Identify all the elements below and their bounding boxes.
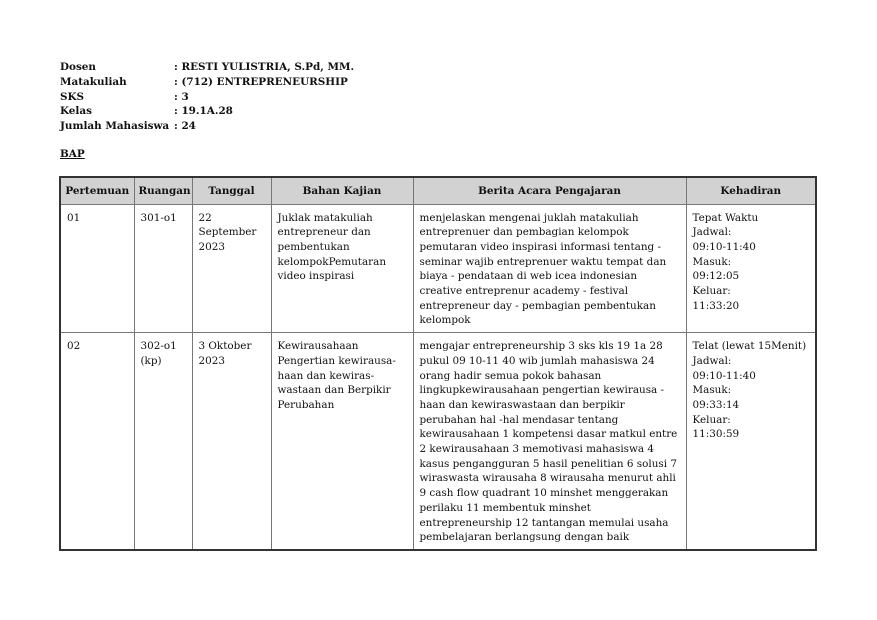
keluar-label: Keluar: — [692, 413, 731, 426]
dosen-label: Dosen — [60, 61, 96, 73]
course-info — [60, 60, 354, 134]
masuk-value: 09:33:14 — [692, 398, 740, 411]
bahan-kajian-cell: Kewirausahaan Pengertian kewirausa-haan dan kewiras-wastaan dan Berpikir Perubahan — [271, 333, 413, 550]
table-row — [60, 333, 816, 550]
kelas-label: Kelas — [60, 105, 92, 118]
kehadiran-status: Tepat Waktu — [692, 211, 759, 224]
jadwal-label: Jadwal: — [692, 226, 732, 239]
berita-acara-cell: menjelaskan mengenai juklah matakuliah entreprenuer dan pembagian kelompok pemutaran video inspirasi informasi tentang - seminar wajib entreprenuer waktu tempat dan biaya - pendataan di web icea indonesian creative entreprenur academy - festival entrepreneur day - pembagian pembentukan kelompok — [413, 204, 686, 333]
info-row-jumlah-mahasiswa — [60, 119, 354, 134]
jadwal-value: 09:10-11:40 — [692, 369, 756, 382]
tanggal-cell: 3 Oktober 2023 — [192, 333, 271, 550]
header-bahan-kajian: Bahan Kajian — [271, 177, 413, 204]
info-row-matakuliah — [60, 75, 354, 90]
kehadiran-cell — [686, 333, 816, 550]
jumlah-mahasiswa-label: Jumlah Mahasiswa — [60, 120, 170, 133]
ruangan-cell: 302-o1 (kp) — [134, 333, 192, 550]
sks-value: : 3 — [174, 90, 189, 103]
dosen-value: : RESTI YULISTRIA, S.Pd, MM. — [174, 61, 355, 73]
table-row — [60, 204, 816, 333]
jadwal-value: 09:10-11:40 — [692, 240, 756, 253]
info-row-sks — [60, 90, 354, 105]
bap-table — [59, 176, 817, 551]
pertemuan-cell: 01 — [60, 204, 134, 333]
keluar-value: 11:30:59 — [692, 428, 740, 441]
bahan-kajian-cell: Juklak matakuliah entrepreneur dan pembentukan kelompokPemutaran video inspirasi — [271, 204, 413, 333]
jadwal-label: Jadwal: — [692, 354, 732, 367]
matakuliah-label: Matakuliah — [60, 75, 127, 88]
ruangan-cell: 301-o1 — [134, 204, 192, 333]
keluar-label: Keluar: — [692, 285, 731, 298]
header-tanggal: Tanggal — [192, 177, 271, 204]
info-row-kelas — [60, 104, 354, 119]
pertemuan-cell: 02 — [60, 333, 134, 550]
header-ruangan: Ruangan — [134, 177, 192, 204]
table-header-row — [60, 177, 816, 204]
kehadiran-status: Telat (lewat 15Menit) — [692, 340, 807, 353]
masuk-label: Masuk: — [692, 255, 732, 268]
masuk-label: Masuk: — [692, 384, 732, 397]
keluar-value: 11:33:20 — [692, 299, 740, 312]
matakuliah-value: : (712) ENTREPRENEURSHIP — [174, 75, 348, 88]
kehadiran-cell — [686, 204, 816, 333]
bap-heading: BAP — [60, 148, 85, 160]
jumlah-mahasiswa-value: : 24 — [174, 120, 196, 133]
kelas-value: : 19.1A.28 — [174, 105, 233, 118]
header-kehadiran: Kehadiran — [686, 177, 816, 204]
tanggal-cell: 22 September 2023 — [192, 204, 271, 333]
sks-label: SKS — [60, 90, 85, 103]
berita-acara-cell: mengajar entrepreneurship 3 sks kls 19 1a 28 pukul 09 10-11 40 wib jumlah mahasiswa 24 orang hadir semua pokok bahasan lingkupkewirausahaan pengertian kewirausa - haan dan kewiraswastaan dan berpikir perubahan hal -hal mendasar tentang kewirausahaan 1 kompetensi dasar matkul entre 2 kewirausahaan 3 memotivasi mahasiswa 4 kasus pengangguran 5 hasil penelitian 6 solusi 7 wiraswasta wirausaha 8 wirausaha menurut ahli 9 cash flow quadrant 10 minshet menggerakan perilaku 11 membentuk minshet entrepreneurship 12 tantangan memulai usaha pembelajaran berlangsung dengan baik — [413, 333, 686, 550]
header-berita-acara: Berita Acara Pengajaran — [413, 177, 686, 204]
masuk-value: 09:12:05 — [692, 270, 740, 283]
info-row-dosen — [60, 60, 354, 75]
header-pertemuan: Pertemuan — [60, 177, 134, 204]
